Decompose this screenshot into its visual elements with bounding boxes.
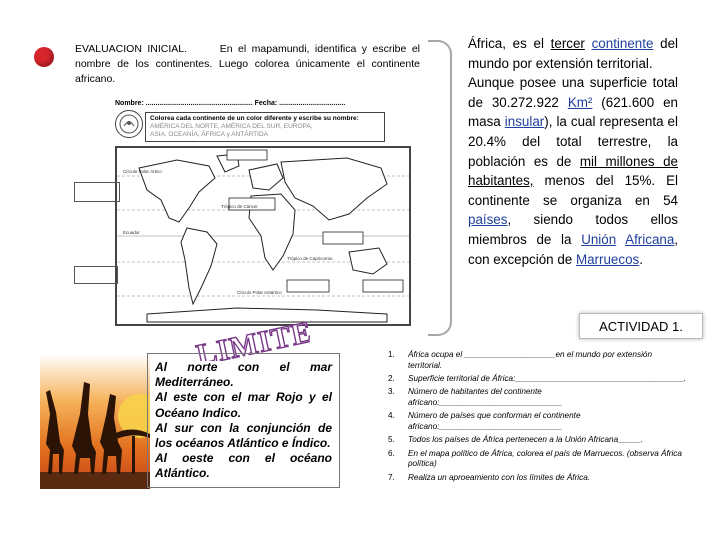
question-number: 3.: [388, 387, 395, 397]
limite-oeste: Al oeste con el océano Atlántico.: [155, 451, 332, 481]
continent-answer-box: [74, 182, 120, 202]
insular-link[interactable]: insular: [504, 114, 545, 130]
actividad-title: ACTIVIDAD 1.: [579, 313, 703, 339]
africa-text-part: .: [639, 251, 643, 267]
question-item: [388, 374, 688, 385]
antarctic-circle-label: Círculo Polar Antártico: [237, 290, 282, 295]
limites-box: [147, 353, 340, 488]
africa-text-part: del mundo por extensión territorial.: [468, 36, 678, 71]
question-item: [388, 449, 688, 470]
limites-title-text: LIMITES: [193, 311, 310, 361]
question-item: [388, 350, 688, 371]
question-item: [388, 387, 688, 408]
question-text: Número de habitantes del continente africano:___________________________: [408, 387, 563, 407]
question-number: 7.: [388, 472, 395, 482]
arctic-circle-label: Círculo Polar Ártico: [123, 169, 162, 174]
worksheet-instruction-box: [145, 112, 385, 142]
question-item: [388, 435, 688, 446]
limite-este: Al este con el mar Rojo y el Océano Indico.: [155, 390, 332, 420]
intro-text: [75, 42, 420, 87]
bracket-divider: [428, 40, 452, 336]
question-item: [388, 473, 688, 484]
paises-link[interactable]: países: [468, 212, 508, 228]
world-map-worksheet: [115, 100, 415, 325]
red-bullet-icon: [34, 47, 54, 67]
worksheet-instruction-line: Colorea cada continente de un color diferente y escribe su nombre:: [150, 115, 359, 122]
activity-questions: [388, 350, 688, 486]
giraffes-sunset-image: [40, 354, 150, 489]
question-number: 2.: [388, 373, 395, 383]
equator-label: Ecuador: [123, 230, 140, 235]
question-item: [388, 411, 688, 432]
africa-text-part: Aunque posee una superficie total de 30.272.922: [468, 75, 678, 110]
cancer-tropic-label: Trópico de Cáncer: [221, 204, 258, 209]
capricorn-tropic-label: Trópico de Capricornio: [287, 256, 333, 261]
limite-sur: Al sur con la conjunción de los océanos Atlántico e Índico.: [155, 420, 332, 451]
africana-link[interactable]: Africana: [625, 231, 675, 247]
union-link[interactable]: Unión: [581, 231, 617, 247]
question-text: En el mapa político de África, colorea el país de Marruecos. (observa África política): [408, 448, 682, 469]
marruecos-link[interactable]: Marruecos: [575, 251, 640, 267]
africa-text-part: , siendo todos ellos miembros de la: [468, 212, 678, 247]
africa-description: [468, 34, 678, 269]
worksheet-continents-line: ASIA, OCEANÍA, ÁFRICA y ANTÁRTIDA: [150, 131, 268, 138]
km2-link[interactable]: Km²: [567, 94, 593, 110]
africa-text-part: (621.600 en masa: [468, 94, 679, 130]
question-text: Superficie territorial de África:_____________________________________.: [408, 373, 687, 383]
question-number: 1.: [388, 350, 395, 359]
limite-norte: Al norte con el mar Mediterráneo.: [155, 360, 332, 390]
world-map-frame: [115, 146, 411, 326]
worksheet-name-line: Nombre: ....................................................... Fecha: ..................................: [115, 100, 346, 107]
worksheet-continents-line: AMÉRICA DEL NORTE, AMÉRICA DEL SUR, EUROPA,: [150, 123, 313, 130]
school-logo-icon: [115, 110, 143, 138]
world-map-drawing: [117, 148, 409, 324]
question-text: Realiza un aproeamiento con los límites de África.: [408, 472, 591, 482]
tercer-underline: tercer: [550, 36, 585, 51]
question-number: 6.: [388, 448, 395, 458]
question-number: 5.: [388, 435, 395, 445]
question-text: África ocupa el ____________________en el mundo por extensión territorial.: [408, 350, 652, 370]
africa-text-part: África, es el: [468, 36, 551, 51]
intro-body: En el mapamundi, identifica y escribe el nombre de los continentes. Luego colorea únicamente el continente africano.: [75, 43, 420, 85]
continent-answer-box: [74, 266, 118, 284]
africa-text-part: , con excepción de: [468, 231, 679, 267]
population-underline: mil millones de habitantes,: [468, 153, 678, 189]
question-text: Todos los países de África pertenecen a la Unión Africana_____.: [408, 435, 644, 445]
continente-link[interactable]: continente: [591, 36, 654, 51]
question-number: 4.: [388, 411, 395, 421]
question-text: Número de países que conforman el continente africano:___________________________: [408, 411, 581, 431]
africa-text-part: menos del 15%. El continente se organiza en 54: [468, 173, 678, 208]
africa-text-part: ), la cual representa el 20.4% del total terrestre, la población es de: [468, 114, 678, 169]
intro-heading: EVALUACION INICIAL.: [75, 43, 188, 55]
